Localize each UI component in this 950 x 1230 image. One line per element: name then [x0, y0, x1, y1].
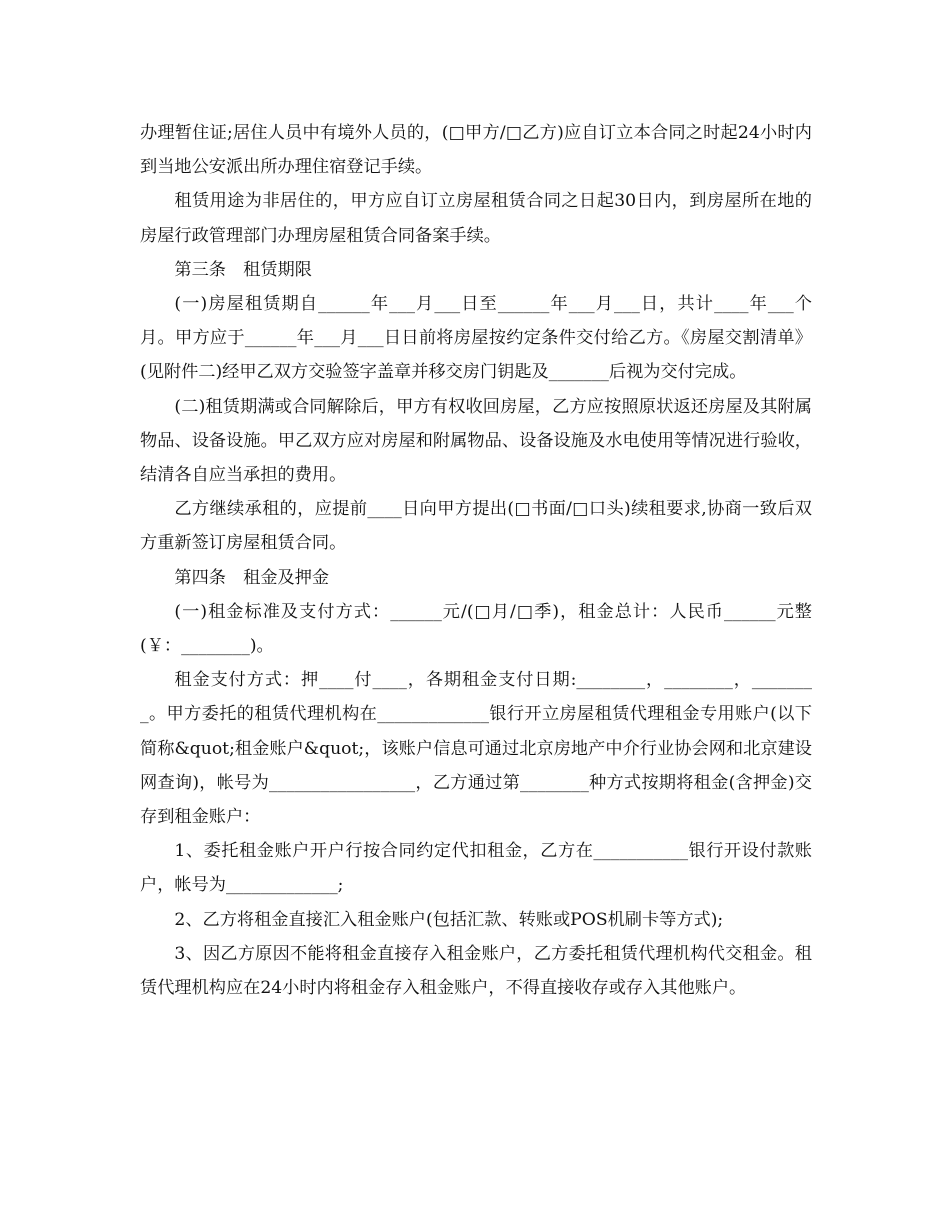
paragraph-lease-renewal: 乙方继续承租的，应提前____日向甲方提出(□书面/□口头)续租要求,协商一致后双方重新签订房屋租赁合同。 [140, 499, 812, 554]
paragraph-payment-option-2: 2、乙方将租金直接汇入租金账户(包括汇款、转账或POS机刷卡等方式); [174, 909, 724, 930]
paragraph-payment-option-3: 3、因乙方原因不能将租金直接存入租金账户，乙方委托租赁代理机构代交租金。租赁代理机构应在24小时内将租金存入租金账户，不得直接收存或存入其他账户。 [140, 943, 812, 999]
paragraph-non-residential-filing: 租赁用途为非居住的，甲方应自订立房屋租赁合同之日起30日内，到房屋所在地的房屋行政管理部门办理房屋租赁合同备案手续。 [140, 191, 812, 246]
section-heading-article-4: 第四条 租金及押金 [174, 567, 330, 588]
section-heading-article-3: 第三条 租赁期限 [174, 259, 312, 280]
paragraph-lease-term: (一)房屋租赁期自______年___月___日至______年___月___日，共计____年___个月。甲方应于______年___月___日日前将房屋按约定条件交付给乙方。《房屋交割清单》(见附件二)经甲乙双方交验签字盖章并移交房门钥匙及_______后视为交付完成。 [140, 294, 812, 383]
document-body [140, 116, 812, 1005]
paragraph-rent-standard: (一)租金标准及支付方式：______元/(□月/□季)，租金总计：人民币______元整(￥：________)。 [140, 601, 812, 657]
paragraph-payment-option-1: 1、委托租金账户开户行按合同约定代扣租金，乙方在___________银行开设付款账户，帐号为_____________; [140, 841, 812, 896]
paragraph-lease-expiry: (二)租赁期满或合同解除后，甲方有权收回房屋，乙方应按照原状返还房屋及其附属物品、设备设施。甲乙双方应对房屋和附属物品、设备设施及水电使用等情况进行验收，结清各自应当承担的费用。 [140, 396, 812, 486]
paragraph-temporary-residence: 办理暂住证;居住人员中有境外人员的，(□甲方/□乙方)应自订立本合同之时起24小时内到当地公安派出所办理住宿登记手续。 [140, 123, 812, 178]
paragraph-rent-payment-method: 租金支付方式：押____付____，各期租金支付日期:________，________，________。甲方委托的租赁代理机构在_____________银行开立房屋租赁代理租金专用账户(以下简称&quot;租金账户&quot;，该账户信息可通过北京房地产中介行业协会网和北京建设网查询)，帐号为_________________，乙方通过第________种方式按期将租金(含押金)交存到租金账户： [140, 670, 812, 828]
